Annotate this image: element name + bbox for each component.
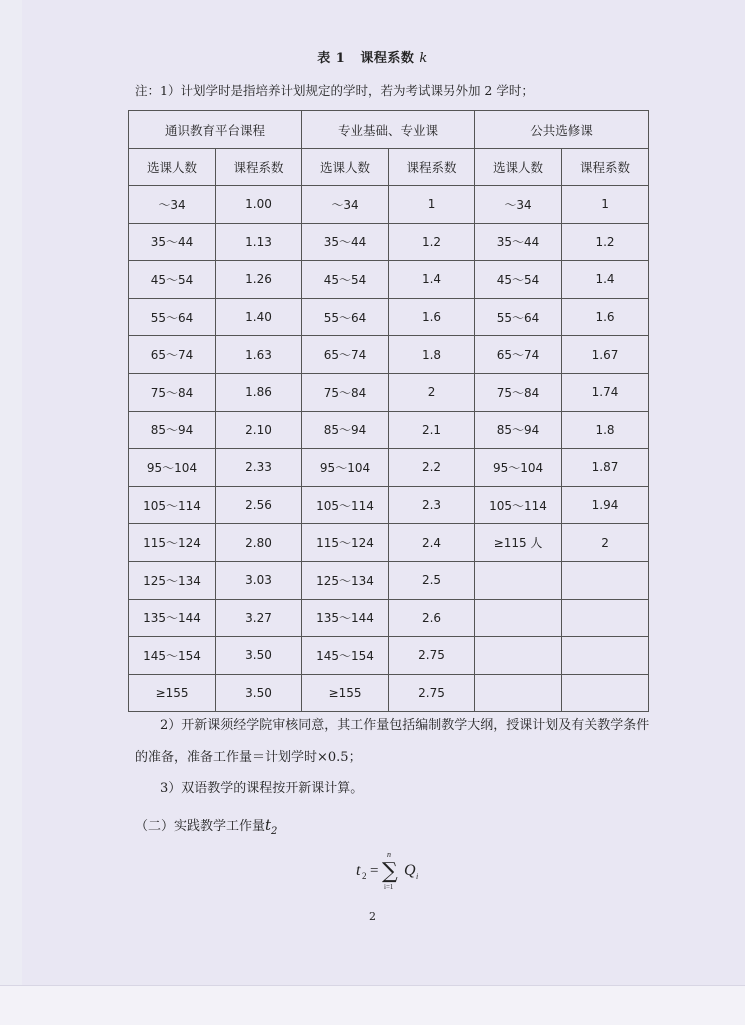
- table-cell: 65～74: [475, 336, 562, 374]
- table-cell: [562, 599, 649, 637]
- table-cell: 105～114: [129, 486, 216, 524]
- table-cell: 115～124: [129, 524, 216, 562]
- table-row: [129, 261, 649, 299]
- table-cell: 135～144: [302, 599, 389, 637]
- formula-lhs-subscript: 2: [362, 871, 367, 881]
- page-number: 2: [369, 910, 376, 923]
- table-cell: 2.6: [389, 599, 475, 637]
- table-cell: 75～84: [129, 373, 216, 411]
- table-cell: 2.80: [216, 524, 302, 562]
- table-cell: 1.8: [562, 411, 649, 449]
- table-row: [129, 524, 649, 562]
- table-cell: [562, 561, 649, 599]
- table-cell: 2.10: [216, 411, 302, 449]
- table-group-header-row: [129, 111, 649, 149]
- table-cell: ～34: [129, 186, 216, 224]
- table-cell: 55～64: [475, 298, 562, 336]
- table-cell: 35～44: [475, 223, 562, 261]
- table-cell: 145～154: [302, 637, 389, 675]
- subheader-cell: 课程系数: [389, 149, 475, 186]
- table-cell: 65～74: [129, 336, 216, 374]
- table-cell: 2.56: [216, 486, 302, 524]
- table-cell: 145～154: [129, 637, 216, 675]
- table-cell: 1.8: [389, 336, 475, 374]
- table-cell: 105～114: [302, 486, 389, 524]
- table-cell: 135～144: [129, 599, 216, 637]
- table-cell: 105～114: [475, 486, 562, 524]
- table-row: [129, 561, 649, 599]
- table-cell: 45～54: [302, 261, 389, 299]
- table-cell: ～34: [302, 186, 389, 224]
- subheader-cell: 课程系数: [562, 149, 649, 186]
- table-cell: 65～74: [302, 336, 389, 374]
- table-row: [129, 486, 649, 524]
- table-cell: [475, 674, 562, 712]
- table-cell: 3.27: [216, 599, 302, 637]
- table-cell: 1.2: [389, 223, 475, 261]
- table-cell: [562, 674, 649, 712]
- table-cell: 1.63: [216, 336, 302, 374]
- group-header: 通识教育平台课程: [129, 111, 302, 149]
- table-cell: 1: [389, 186, 475, 224]
- table-cell: 1.00: [216, 186, 302, 224]
- table-cell: 1.86: [216, 373, 302, 411]
- table-cell: 115～124: [302, 524, 389, 562]
- formula-lower-limit: i=1: [384, 883, 394, 891]
- table-cell: 1.40: [216, 298, 302, 336]
- table-cell: 55～64: [129, 298, 216, 336]
- formula-upper-limit: n: [387, 850, 391, 859]
- table-cell: 1.13: [216, 223, 302, 261]
- table-title-variable: k: [419, 51, 428, 66]
- table-cell: 2.33: [216, 449, 302, 487]
- table-cell: 2.5: [389, 561, 475, 599]
- table-cell: 75～84: [302, 373, 389, 411]
- table-cell: [562, 637, 649, 675]
- table-title-prefix: 表 1: [317, 51, 346, 66]
- table-cell: 85～94: [475, 411, 562, 449]
- table-cell: 1.74: [562, 373, 649, 411]
- table-cell: 2.3: [389, 486, 475, 524]
- subheader-cell: 选课人数: [475, 149, 562, 186]
- note-2-line-1: 2）开新课须经学院审核同意，其工作量包括编制教学大纲，授课计划及有关教学条件: [160, 718, 650, 733]
- table-title: [0, 47, 745, 66]
- table-row: [129, 298, 649, 336]
- table-row: [129, 599, 649, 637]
- scan-bottom-margin: [0, 985, 745, 1025]
- table-cell: ≥115 人: [475, 524, 562, 562]
- table-cell: [475, 599, 562, 637]
- section-heading: [135, 811, 277, 841]
- table-row: [129, 373, 649, 411]
- course-coefficient-table: [128, 110, 649, 712]
- subheader-cell: 选课人数: [302, 149, 389, 186]
- table-title-text: 课程系数: [360, 51, 415, 66]
- table-subheader-row: [129, 149, 649, 186]
- table-cell: 85～94: [302, 411, 389, 449]
- table-cell: ～34: [475, 186, 562, 224]
- table-cell: 45～54: [475, 261, 562, 299]
- table-cell: 2.75: [389, 637, 475, 675]
- table-cell: 3.50: [216, 674, 302, 712]
- table-cell: 1.67: [562, 336, 649, 374]
- formula-term-subscript: i: [416, 872, 419, 881]
- table-row: [129, 449, 649, 487]
- table-cell: 1.94: [562, 486, 649, 524]
- formula-equals: =: [370, 863, 379, 879]
- table-cell: 2.2: [389, 449, 475, 487]
- table-cell: 95～104: [475, 449, 562, 487]
- table-cell: 2.75: [389, 674, 475, 712]
- table-row: [129, 411, 649, 449]
- table-cell: 95～104: [129, 449, 216, 487]
- table-cell: 3.03: [216, 561, 302, 599]
- section-heading-text: （二）实践教学工作量: [135, 819, 266, 834]
- table-cell: 95～104: [302, 449, 389, 487]
- table-cell: ≥155: [302, 674, 389, 712]
- table-cell: 3.50: [216, 637, 302, 675]
- table-cell: 75～84: [475, 373, 562, 411]
- table-cell: 1.4: [389, 261, 475, 299]
- note-2-line-2: 的准备，准备工作量＝计划学时×0.5；: [135, 750, 362, 765]
- table-cell: 35～44: [302, 223, 389, 261]
- table-row: [129, 336, 649, 374]
- table-cell: 45～54: [129, 261, 216, 299]
- table-cell: 2.1: [389, 411, 475, 449]
- formula-lhs: t: [356, 862, 361, 879]
- table-cell: 85～94: [129, 411, 216, 449]
- table-cell: [475, 561, 562, 599]
- group-header: 专业基础、专业课: [302, 111, 475, 149]
- table-cell: 2: [562, 524, 649, 562]
- note-1: 注：1）计划学时是指培养计划规定的学时，若为考试课另外加 2 学时；: [135, 83, 534, 98]
- note-3: 3）双语教学的课程按开新课计算。: [160, 781, 364, 796]
- summation-formula: [352, 848, 442, 892]
- table-body: [129, 186, 649, 712]
- group-header: 公共选修课: [475, 111, 649, 149]
- formula-term: Q: [404, 862, 416, 879]
- table-row: [129, 637, 649, 675]
- table-row: [129, 186, 649, 224]
- table-cell: 1.26: [216, 261, 302, 299]
- table-row: [129, 674, 649, 712]
- section-heading-variable: $t_2$: [265, 816, 278, 837]
- table-cell: 1: [562, 186, 649, 224]
- table-cell: ≥155: [129, 674, 216, 712]
- table-cell: 1.4: [562, 261, 649, 299]
- table-cell: 1.6: [562, 298, 649, 336]
- table-cell: 35～44: [129, 223, 216, 261]
- table-row: [129, 223, 649, 261]
- subheader-cell: 课程系数: [216, 149, 302, 186]
- formula-sum-symbol: ∑: [382, 859, 398, 884]
- table-cell: 2.4: [389, 524, 475, 562]
- subheader-cell: 选课人数: [129, 149, 216, 186]
- table-cell: 1.87: [562, 449, 649, 487]
- table-cell: [475, 637, 562, 675]
- table-cell: 125～134: [129, 561, 216, 599]
- table-cell: 1.6: [389, 298, 475, 336]
- table-cell: 2: [389, 373, 475, 411]
- table-cell: 125～134: [302, 561, 389, 599]
- table-cell: 55～64: [302, 298, 389, 336]
- table-cell: 1.2: [562, 223, 649, 261]
